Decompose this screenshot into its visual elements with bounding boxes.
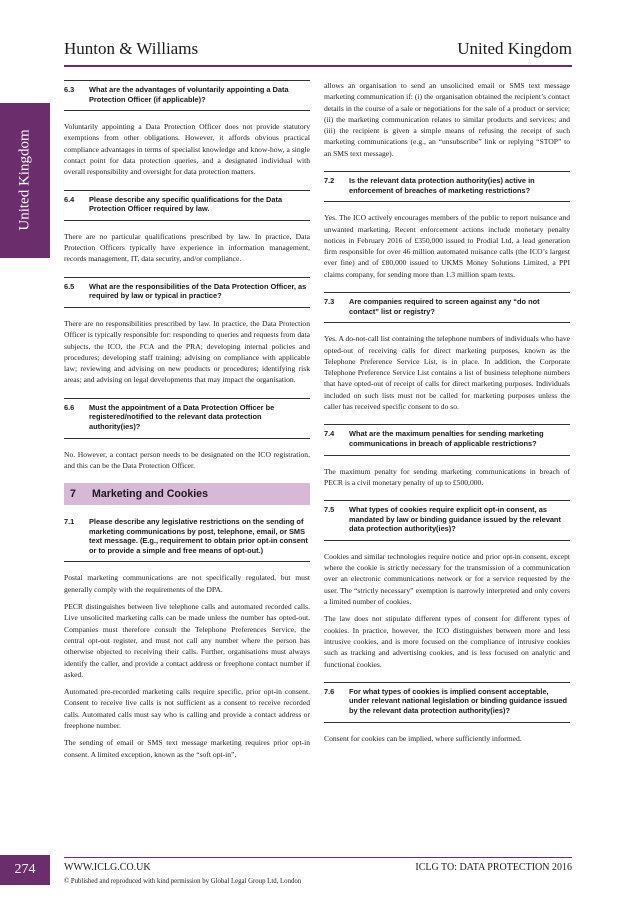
question-text: Must the appointment of a Data Protection Officer be registered/notified to the relevant data protection authority(ies)? bbox=[89, 402, 275, 431]
answer-7-1-continued: allows an organisation to send an unsolicited email or SMS text message marketing communication if: (i) the organisation obtained the recipient’s contact details in the course of a sale or negotiations for the sale of a product or service; (ii) the marketing communication relates to similar products and services; and (iii) the recipient is given a simple means of refusing the receipt of such marketing communications (e.g., an “unsubscribe” link or replying “STOP” to an SMS text message). bbox=[324, 81, 570, 158]
question-number: 6.6 bbox=[64, 402, 75, 412]
question-number: 7.3 bbox=[324, 297, 335, 307]
question-number: 7.1 bbox=[64, 517, 75, 527]
section-heading-7 bbox=[64, 483, 310, 505]
answer-7-1-p4: The sending of email or SMS text message marketing requires prior opt-in consent. A limited exception, known as the “soft opt-in”, bbox=[64, 738, 310, 759]
header-firm: Hunton & Williams bbox=[64, 39, 199, 58]
footer-copyright: © Published and reproduced with kind permission by Global Legal Group Ltd, London bbox=[64, 878, 302, 885]
answer-7-5-p1: Cookies and similar technologies require notice and prior opt-in consent, except where the cookie is strictly necessary for the transmission of a communication over an electronic communications network or for a service requested by the user. The “strictly necessary” exemption is narrowly interpreted and only covers a limited number of cookies. bbox=[324, 551, 570, 607]
answer-7-1-p1: Postal marketing communications are not specifically regulated, but must generally comply with the requirements of the DPA. bbox=[64, 573, 310, 594]
answer-7-4: The maximum penalty for sending marketing communications in breach of PECR is a civil monetary penalty of up to £500,000. bbox=[324, 466, 570, 487]
question-text: What are the advantages of voluntarily appointing a Data Protection Officer (if applicable)? bbox=[89, 85, 289, 104]
question-number: 6.3 bbox=[64, 85, 75, 94]
question-7-5 bbox=[324, 500, 570, 541]
question-text: What are the responsibilities of the Data Protection Officer, as required by law or typical in practice? bbox=[89, 281, 307, 301]
answer-7-1-p2: PECR distinguishes between live telephone calls and automated recorded calls. Live unsolicited marketing calls can be made unless the number has opted-out. Companies must therefore consult the Telephone Preferences Service, the central opt-out register, and must not call any number where the person has otherwise objected to receiving their calls. Further, organisations must always identify the caller, and provide a contact address or freephone contact number if asked. bbox=[64, 602, 310, 679]
left-column bbox=[64, 80, 310, 766]
question-number: 6.5 bbox=[64, 281, 75, 291]
question-7-6 bbox=[324, 682, 570, 723]
question-7-1 bbox=[64, 513, 310, 562]
footer-rule bbox=[64, 857, 572, 858]
question-text: What are the maximum penalties for sending marketing communications in breach of applicable restrictions? bbox=[349, 429, 544, 448]
question-text: What types of cookies require explicit opt-in consent, as mandated by law or binding guidance issued by the relevant data protection authority(ies)? bbox=[349, 505, 561, 534]
question-number: 6.4 bbox=[64, 194, 75, 204]
section-number: 7 bbox=[70, 488, 76, 501]
answer-6-4: There are no particular qualifications prescribed by law. In practice, Data Protection Officers typically have experience in information management, records management, IT, data security, and/or compliance. bbox=[64, 231, 310, 264]
question-6-4 bbox=[64, 190, 310, 221]
question-text: Please describe any specific qualifications for the Data Protection Officer required by law. bbox=[89, 194, 283, 214]
question-number: 7.6 bbox=[324, 686, 335, 696]
answer-6-5: There are no responsibilities prescribed by law. In practice, the Data Protection Officer is typically responsible for: responding to queries and requests from data subjects, the ICO, the FCA and the PRA; developing internal policies and procedures; developing staff training; advising on compliance with applicable law; reviewing and advising on new products or procedures; identifying risk areas; and advising on legal developments that may impact the organisation. bbox=[64, 318, 310, 385]
question-number: 7.5 bbox=[324, 505, 335, 515]
answer-6-6: No. However, a contact person needs to be designated on the ICO registration, and this can be the Data Protection Officer. bbox=[64, 449, 310, 470]
question-6-3 bbox=[64, 80, 310, 111]
country-side-label: United Kingdom bbox=[16, 129, 33, 231]
right-column bbox=[324, 80, 570, 750]
question-7-4 bbox=[324, 424, 570, 455]
question-7-3 bbox=[324, 292, 570, 323]
header-country: United Kingdom bbox=[457, 39, 572, 58]
section-title: Marketing and Cookies bbox=[92, 488, 208, 501]
header-rule bbox=[64, 65, 572, 67]
question-number: 7.4 bbox=[324, 429, 335, 439]
footer-guide-title: ICLG TO: DATA PROTECTION 2016 bbox=[415, 862, 572, 873]
answer-7-5-p2: The law does not stipulate different types of consent for different types of cookies. In practice, however, the ICO distinguishes between more and less intrusive cookies, and is more focused on the compliance of intrusive cookies such as tracking and advertising cookies, and is less focused on analytic and functional cookies. bbox=[324, 614, 570, 669]
question-text: For what types of cookies is implied consent acceptable, under relevant national legislation or binding guidance issued by the relevant data protection authority(ies)? bbox=[349, 686, 568, 716]
question-number: 7.2 bbox=[324, 176, 335, 186]
running-header bbox=[64, 38, 572, 60]
question-text: Please describe any legislative restrictions on the sending of marketing communications by post, telephone, email, or SMS text message. (E.g., requirement to obtain prior opt-in consent or to provide a simple and free means of opt-out.) bbox=[89, 517, 308, 555]
footer-url-link[interactable]: WWW.ICLG.CO.UK bbox=[64, 862, 151, 873]
answer-7-3: Yes. A do-not-call list containing the telephone numbers of individuals who have opted-out of receiving calls for direct marketing purposes, known as the Telephone Preference Service List, is in place. In addition, the Corporate Telephone Preference Service List contains a list of business telephone numbers that have opted-out of receipt of calls for direct marketing purposes. Individuals included on such lists must not be called for marketing purposes unless the caller has received specific consent to do so. bbox=[324, 334, 570, 412]
answer-7-2: Yes. The ICO actively encourages members of the public to report nuisance and unwanted marketing. Recent enforcement actions include monetary penalty notices in February 2016 of £350,000 issued to Prodial Ltd, a lead generation firm responsible for over 46 million automated nuisance calls (the ICO’s largest ever fine) and of £80,000 issued to UKMS Money Solutions Limited, a PPI claims company, for sending more than 1.3 million spam texts. bbox=[324, 213, 570, 279]
question-text: Are companies required to screen against any “do not contact” list or registry? bbox=[349, 297, 540, 316]
answer-7-6: Consent for cookies can be implied, where sufficiently informed. bbox=[324, 733, 522, 743]
question-7-2 bbox=[324, 171, 570, 202]
question-6-5 bbox=[64, 277, 310, 308]
answer-7-1-p3: Automated pre-recorded marketing calls require specific, prior opt-in consent. Consent to receive live calls is not sufficient as a consent to receive recorded calls. Automated calls must say who is calling and provide a contact address or freephone number. bbox=[64, 687, 310, 731]
answer-6-3: Voluntarily appointing a Data Protection Officer does not provide statutory exemptions from other obligations. However, it affords obvious practical compliance advantages in terms of specialist knowledge and know-how, a single contact point for data protection queries, and a designated individual with overall responsibility and oversight for data protection matters. bbox=[64, 122, 310, 177]
question-text: Is the relevant data protection authority(ies) active in enforcement of breaches of marketing restrictions? bbox=[349, 176, 535, 195]
question-6-6 bbox=[64, 398, 310, 439]
page-number: 274 bbox=[14, 862, 36, 877]
